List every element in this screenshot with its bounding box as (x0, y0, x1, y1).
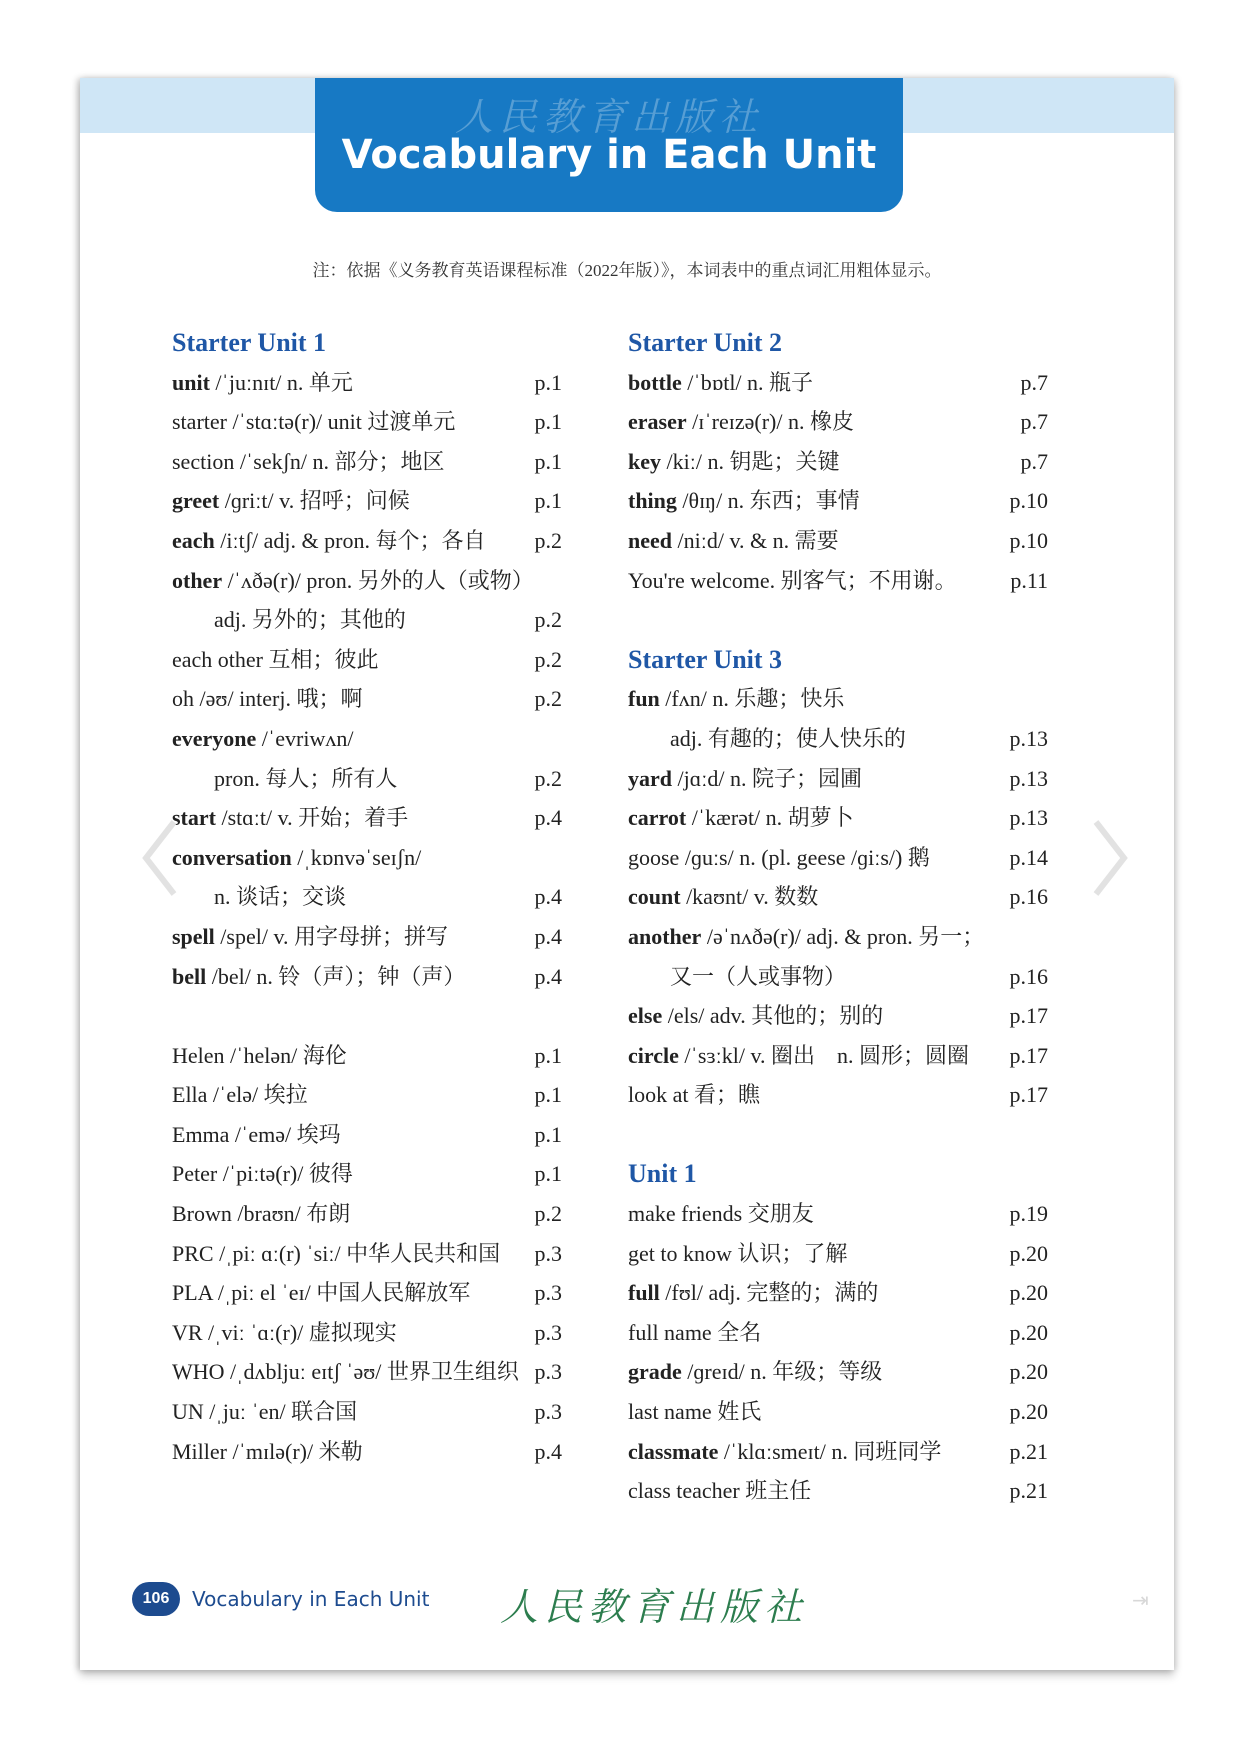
vocab-entry (172, 1154, 562, 1194)
vocab-entry (172, 798, 562, 838)
vocab-entry (628, 1273, 1048, 1313)
vocab-entry (628, 442, 1048, 482)
vocab-entry (172, 1352, 562, 1392)
page-ref: p.1 (534, 1121, 562, 1147)
page-ref: p.17 (1009, 1003, 1048, 1029)
page-ref: p.4 (534, 884, 562, 910)
page-ref: p.7 (1020, 448, 1048, 474)
entry-text: n. 谈话；交谈 (214, 884, 347, 910)
entry-text: get to know 认识；了解 (628, 1240, 848, 1266)
vocab-entry (628, 402, 1048, 442)
vocab-entry (628, 1432, 1048, 1472)
keyword: fun (628, 686, 660, 712)
vocab-entry (172, 1313, 562, 1353)
vocab-entry (172, 759, 562, 799)
vocab-entry (628, 957, 1048, 997)
page-ref: p.20 (1009, 1280, 1048, 1306)
vocab-entry (628, 1471, 1048, 1511)
vocab-entry (628, 1352, 1048, 1392)
entry-text: make friends 交朋友 (628, 1201, 814, 1227)
entry-text: PLA /ˌpiː el ˈeɪ/ 中国人民解放军 (172, 1280, 471, 1306)
entry-text: adj. 另外的；其他的 (214, 607, 406, 633)
vocab-entry (172, 1115, 562, 1155)
page-ref: p.14 (1009, 844, 1048, 870)
vocab-entry (628, 917, 1048, 957)
entry-text: /ˈbɒtl/ n. 瓶子 (681, 369, 814, 395)
vocab-entry (628, 521, 1048, 561)
vocab-entry (172, 442, 562, 482)
keyword: another (628, 923, 702, 949)
entry-text: /kiː/ n. 钥匙；关键 (661, 448, 840, 474)
vocab-entry (172, 917, 562, 957)
chevron-right-icon (1090, 818, 1130, 898)
entry-text: Emma /ˈemə/ 埃玛 (172, 1121, 341, 1147)
page-ref: p.4 (534, 1438, 562, 1464)
page-ref: p.20 (1009, 1319, 1048, 1345)
vocab-entry (172, 957, 562, 997)
title-banner (315, 78, 903, 212)
keyword: other (172, 567, 223, 593)
page-ref: p.1 (534, 448, 562, 474)
vocab-entry (628, 719, 1048, 759)
entry-text: full name 全名 (628, 1319, 762, 1345)
page-ref: p.2 (534, 1201, 562, 1227)
entry-text: You're welcome. 别客气；不用谢。 (628, 567, 957, 593)
vocab-entry (172, 561, 562, 601)
keyword: grade (628, 1359, 682, 1385)
keyword: count (628, 884, 681, 910)
vocab-entry (628, 481, 1048, 521)
note-text: 注：依据《义务教育英语课程标准（2022年版）》，本词表中的重点词汇用粗体显示。 (312, 261, 942, 280)
keyword: greet (172, 488, 220, 514)
vocab-entry (172, 1194, 562, 1234)
page-number: 106 (132, 1582, 180, 1616)
entry-text: PRC /ˌpiː ɑː(r) ˈsiː/ 中华人民共和国 (172, 1240, 501, 1266)
vocab-entry (172, 363, 562, 403)
entry-text: adj. 有趣的；使人快乐的 (670, 725, 906, 751)
publisher-logo: 人民教育出版社 (500, 1585, 809, 1629)
entry-text: /stɑːt/ v. 开始；着手 (215, 805, 409, 831)
page-ref: p.3 (534, 1359, 562, 1385)
vocab-entry (172, 1432, 562, 1472)
entry-text: Miller /ˈmɪlə(r)/ 米勒 (172, 1438, 363, 1464)
page-ref: p.2 (534, 527, 562, 553)
vocab-entry (172, 877, 562, 917)
entry-text: 又一（人或事物） (670, 963, 847, 989)
keyword: each (172, 527, 215, 553)
entry-text: UN /ˌjuː ˈen/ 联合国 (172, 1399, 358, 1425)
vocab-entry (172, 838, 562, 878)
page-ref: p.17 (1009, 1042, 1048, 1068)
page-ref: p.1 (534, 1042, 562, 1068)
vocab-entry (628, 1036, 1048, 1076)
entry-text: class teacher 班主任 (628, 1478, 812, 1504)
page-ref: p.2 (534, 646, 562, 672)
vocab-entry (172, 640, 562, 680)
vocab-entry (172, 719, 562, 759)
vocab-entry (628, 1194, 1048, 1234)
page-ref: p.16 (1009, 884, 1048, 910)
vocab-column-left (172, 323, 562, 1471)
entry-text: /niːd/ v. & n. 需要 (672, 527, 839, 553)
keyword: eraser (628, 409, 687, 435)
entry-text: last name 姓氏 (628, 1399, 762, 1425)
page-ref: p.3 (534, 1399, 562, 1425)
vocab-entry (628, 877, 1048, 917)
entry-text: /ɪˈreɪzə(r)/ n. 橡皮 (686, 409, 854, 435)
page-ref: p.21 (1009, 1478, 1048, 1504)
entry-text: /fʌn/ n. 乐趣；快乐 (659, 686, 845, 712)
page-ref: p.4 (534, 963, 562, 989)
entry-text: oh /əʊ/ interj. 哦；啊 (172, 686, 363, 712)
entry-text: WHO /ˌdʌbljuː eɪtʃ ˈəʊ/ 世界卫生组织 (172, 1359, 519, 1385)
keyword: circle (628, 1042, 679, 1068)
entry-text: /ˈklɑːsmeɪt/ n. 同班同学 (718, 1438, 942, 1464)
page-ref: p.20 (1009, 1240, 1048, 1266)
chevron-left-icon (140, 818, 180, 898)
vocab-entry (628, 759, 1048, 799)
keyword: start (172, 805, 216, 831)
page-ref: p.3 (534, 1280, 562, 1306)
entry-text: each other 互相；彼此 (172, 646, 379, 672)
vocab-column-right (628, 323, 1048, 1511)
page-ref: p.17 (1009, 1082, 1048, 1108)
entry-text: /spel/ v. 用字母拼；拼写 (214, 923, 449, 949)
entry-text: /ˈkærət/ n. 胡萝卜 (686, 805, 854, 831)
entry-text: Peter /ˈpiːtə(r)/ 彼得 (172, 1161, 353, 1187)
entry-text: /fʊl/ adj. 完整的；满的 (659, 1280, 879, 1306)
page-ref: p.1 (534, 1161, 562, 1187)
unit-heading: Starter Unit 2 (628, 328, 783, 357)
keyword: conversation (172, 844, 292, 870)
footer-title: Vocabulary in Each Unit (192, 1587, 430, 1611)
entry-text: /ɡriːt/ v. 招呼；问候 (219, 488, 410, 514)
vocab-entry (628, 679, 1048, 719)
entry-text: /ˌkɒnvəˈseɪʃn/ (291, 844, 422, 870)
entry-text: /əˈnʌðə(r)/ adj. & pron. 另一； (701, 923, 985, 949)
page-ref: p.21 (1009, 1438, 1048, 1464)
keyword: spell (172, 923, 215, 949)
keyword: carrot (628, 805, 687, 831)
page-ref: p.2 (534, 607, 562, 633)
last-page-icon[interactable]: ⇥ (1132, 1588, 1149, 1612)
entry-text: /ɡreɪd/ n. 年级；等级 (681, 1359, 883, 1385)
unit-heading: Unit 1 (628, 1159, 697, 1189)
page-ref: p.1 (534, 488, 562, 514)
entry-text: /θɪŋ/ n. 东西；事情 (676, 488, 860, 514)
page-ref: p.19 (1009, 1201, 1048, 1227)
entry-text: /bel/ n. 铃（声）；钟（声） (206, 963, 466, 989)
entry-text: look at 看；瞧 (628, 1082, 760, 1108)
keyword: else (628, 1003, 663, 1029)
vocab-entry (628, 838, 1048, 878)
entry-text: Helen /ˈhelən/ 海伦 (172, 1042, 347, 1068)
next-page-button[interactable] (1090, 818, 1130, 898)
page-ref: p.4 (534, 923, 562, 949)
page-ref: p.1 (534, 369, 562, 395)
vocab-entry (172, 1392, 562, 1432)
vocab-entry (172, 679, 562, 719)
entry-text: Brown /braʊn/ 布朗 (172, 1201, 351, 1227)
vocab-entry (628, 1075, 1048, 1115)
vocab-entry (172, 521, 562, 561)
vocab-entry (172, 481, 562, 521)
unit-heading: Starter Unit 1 (172, 328, 327, 357)
page-ref: p.16 (1009, 963, 1048, 989)
entry-text: pron. 每人；所有人 (214, 765, 398, 791)
spacer (628, 600, 1048, 640)
page-ref: p.10 (1009, 488, 1048, 514)
entry-text: /iːtʃ/ adj. & pron. 每个；各自 (214, 527, 486, 553)
entry-text: section /ˈsekʃn/ n. 部分；地区 (172, 448, 445, 474)
page-ref: p.2 (534, 686, 562, 712)
vocab-entry (172, 402, 562, 442)
vocab-entry (172, 1234, 562, 1274)
keyword: bell (172, 963, 207, 989)
keyword: classmate (628, 1438, 719, 1464)
vocab-entry (628, 996, 1048, 1036)
page-ref: p.13 (1009, 805, 1048, 831)
entry-text: /ˈevriwʌn/ (256, 725, 354, 751)
entry-text: /kaʊnt/ v. 数数 (680, 884, 819, 910)
page-ref: p.4 (534, 805, 562, 831)
document-page (80, 78, 1174, 1670)
spacer (172, 996, 562, 1036)
entry-text: VR /ˌviː ˈɑː(r)/ 虚拟现实 (172, 1319, 397, 1345)
page-ref: p.20 (1009, 1359, 1048, 1385)
entry-text: /ˈʌðə(r)/ pron. 另外的人（或物） (222, 567, 534, 593)
page-ref: p.7 (1020, 369, 1048, 395)
page-ref: p.2 (534, 765, 562, 791)
keyword: everyone (172, 725, 257, 751)
vocab-entry (628, 1313, 1048, 1353)
page-title: Vocabulary in Each Unit (341, 132, 877, 178)
publisher-watermark: 人民教育出版社 (454, 95, 763, 139)
keyword: yard (628, 765, 672, 791)
keyword: need (628, 527, 672, 553)
vocab-entry (172, 600, 562, 640)
spacer (628, 1115, 1048, 1155)
entry-text: Ella /ˈelə/ 埃拉 (172, 1082, 308, 1108)
entry-text: /jɑːd/ n. 院子；园圃 (672, 765, 862, 791)
page-ref: p.3 (534, 1319, 562, 1345)
keyword: unit (172, 369, 210, 395)
page-ref: p.11 (1010, 567, 1048, 593)
keyword: key (628, 448, 661, 474)
page-ref: p.13 (1009, 765, 1048, 791)
entry-text: /ˈsɜːkl/ v. 圈出 n. 圆形；圆圈 (678, 1042, 970, 1068)
vocab-entry (628, 1392, 1048, 1432)
page-ref: p.1 (534, 409, 562, 435)
vocab-entry (628, 798, 1048, 838)
entry-text: starter /ˈstɑːtə(r)/ unit 过渡单元 (172, 409, 456, 435)
unit-heading: Starter Unit 3 (628, 644, 783, 674)
entry-text: /ˈjuːnɪt/ n. 单元 (209, 369, 353, 395)
entry-text: goose /ɡuːs/ n. (pl. geese /ɡiːs/) 鹅 (628, 844, 930, 870)
page-ref: p.10 (1009, 527, 1048, 553)
vocab-entry (628, 363, 1048, 403)
vocab-entry (172, 1036, 562, 1076)
page-ref: p.1 (534, 1082, 562, 1108)
entry-text: /els/ adv. 其他的；别的 (662, 1003, 884, 1029)
prev-page-button[interactable] (140, 818, 180, 898)
keyword: full (628, 1280, 660, 1306)
page-footer (80, 1562, 1174, 1642)
page-ref: p.13 (1009, 725, 1048, 751)
page-ref: p.3 (534, 1240, 562, 1266)
vocab-entry (172, 1075, 562, 1115)
vocab-entry (172, 1273, 562, 1313)
vocab-entry (628, 561, 1048, 601)
page-ref: p.7 (1020, 409, 1048, 435)
keyword: bottle (628, 369, 682, 395)
vocab-entry (628, 1234, 1048, 1274)
keyword: thing (628, 488, 677, 514)
page-ref: p.20 (1009, 1399, 1048, 1425)
